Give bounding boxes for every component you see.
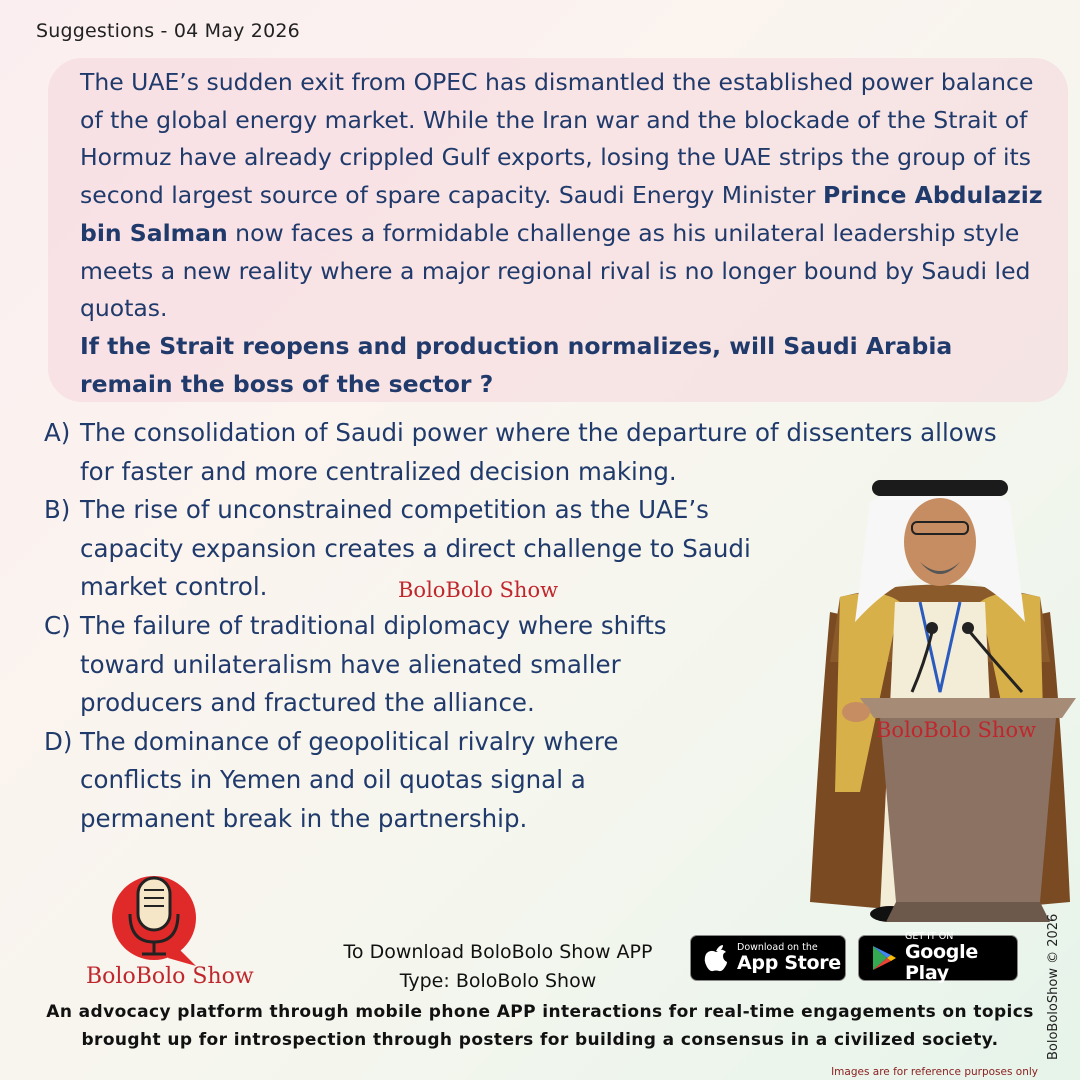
apple-icon — [703, 943, 729, 973]
app-store-large-text: App Store — [737, 951, 841, 974]
option-text: The consolidation of Saudi power where the departure of dissenters allows for faster and more centralized decision making. — [80, 418, 997, 486]
option-text: The dominance of geopolitical rivalry where conflicts in Yemen and oil quotas signal a permanent break in the partnership. — [80, 726, 619, 833]
header-date: Suggestions - 04 May 2026 — [36, 20, 300, 42]
google-play-button[interactable] — [858, 931, 1018, 984]
google-play-icon — [871, 944, 897, 972]
intro-part1: The UAE’s sudden exit from OPEC has dismantled the established power balance of the global energy market. While the Iran war and the blockade of the Strait of Hormuz have already crippled Gulf exports, losing the UAE strips the group of its second largest source of spare capacity. Saudi Energy Minister — [80, 68, 1034, 210]
download-instructions — [318, 938, 678, 996]
footer-line1: An advocacy platform through mobile phone APP interactions for real-time engagements on topics — [46, 1002, 1034, 1022]
watermark-text: BoloBolo Show — [398, 578, 559, 602]
speaker-illustration — [800, 462, 1080, 932]
intro-part2: now faces a formidable challenge as his unilateral leadership style meets a new reality where a major regional rival is no longer bound by Saudi led quotas. — [80, 218, 1031, 323]
option-letter: B) — [44, 495, 71, 525]
intro-highlight: Prince Abdulaziz bin Salman — [80, 181, 1043, 247]
intro-text — [80, 64, 1052, 403]
option-letter: D) — [44, 726, 73, 756]
footer-line2: brought up for introspection through posters for building a consensus in a civilized society. — [81, 1030, 999, 1050]
option-text: The failure of traditional diplomacy where shifts toward unilateralism have alienated smaller producers and fractured the alliance. — [80, 610, 667, 718]
download-line2: Type: BoloBolo Show — [399, 970, 597, 992]
option-letter: A) — [44, 418, 71, 447]
copyright-vertical: BoloBoloShow © 2026 — [1046, 913, 1061, 1060]
app-store-small-text: Download on the — [737, 941, 818, 953]
google-play-small-text: GET IT ON — [905, 931, 954, 942]
disclaimer: Images are for reference purposes only — [831, 1066, 1038, 1078]
question-text: If the Strait reopens and production normalizes, will Saudi Arabia remain the boss of the sector ? — [80, 331, 953, 398]
logo-text: BoloBolo Show — [86, 964, 254, 989]
option-text: The rise of unconstrained competition as the UAE’s capacity expansion creates a direct challenge to Saudi market control. — [80, 495, 751, 602]
app-store-button[interactable] — [690, 935, 846, 981]
google-play-large-text: Google Play — [905, 941, 978, 984]
watermark-figure-text: BoloBolo Show — [876, 718, 1037, 742]
footer-text — [20, 998, 1060, 1054]
option-letter: C) — [44, 610, 71, 640]
download-line1: To Download BoloBolo Show APP — [343, 941, 653, 963]
